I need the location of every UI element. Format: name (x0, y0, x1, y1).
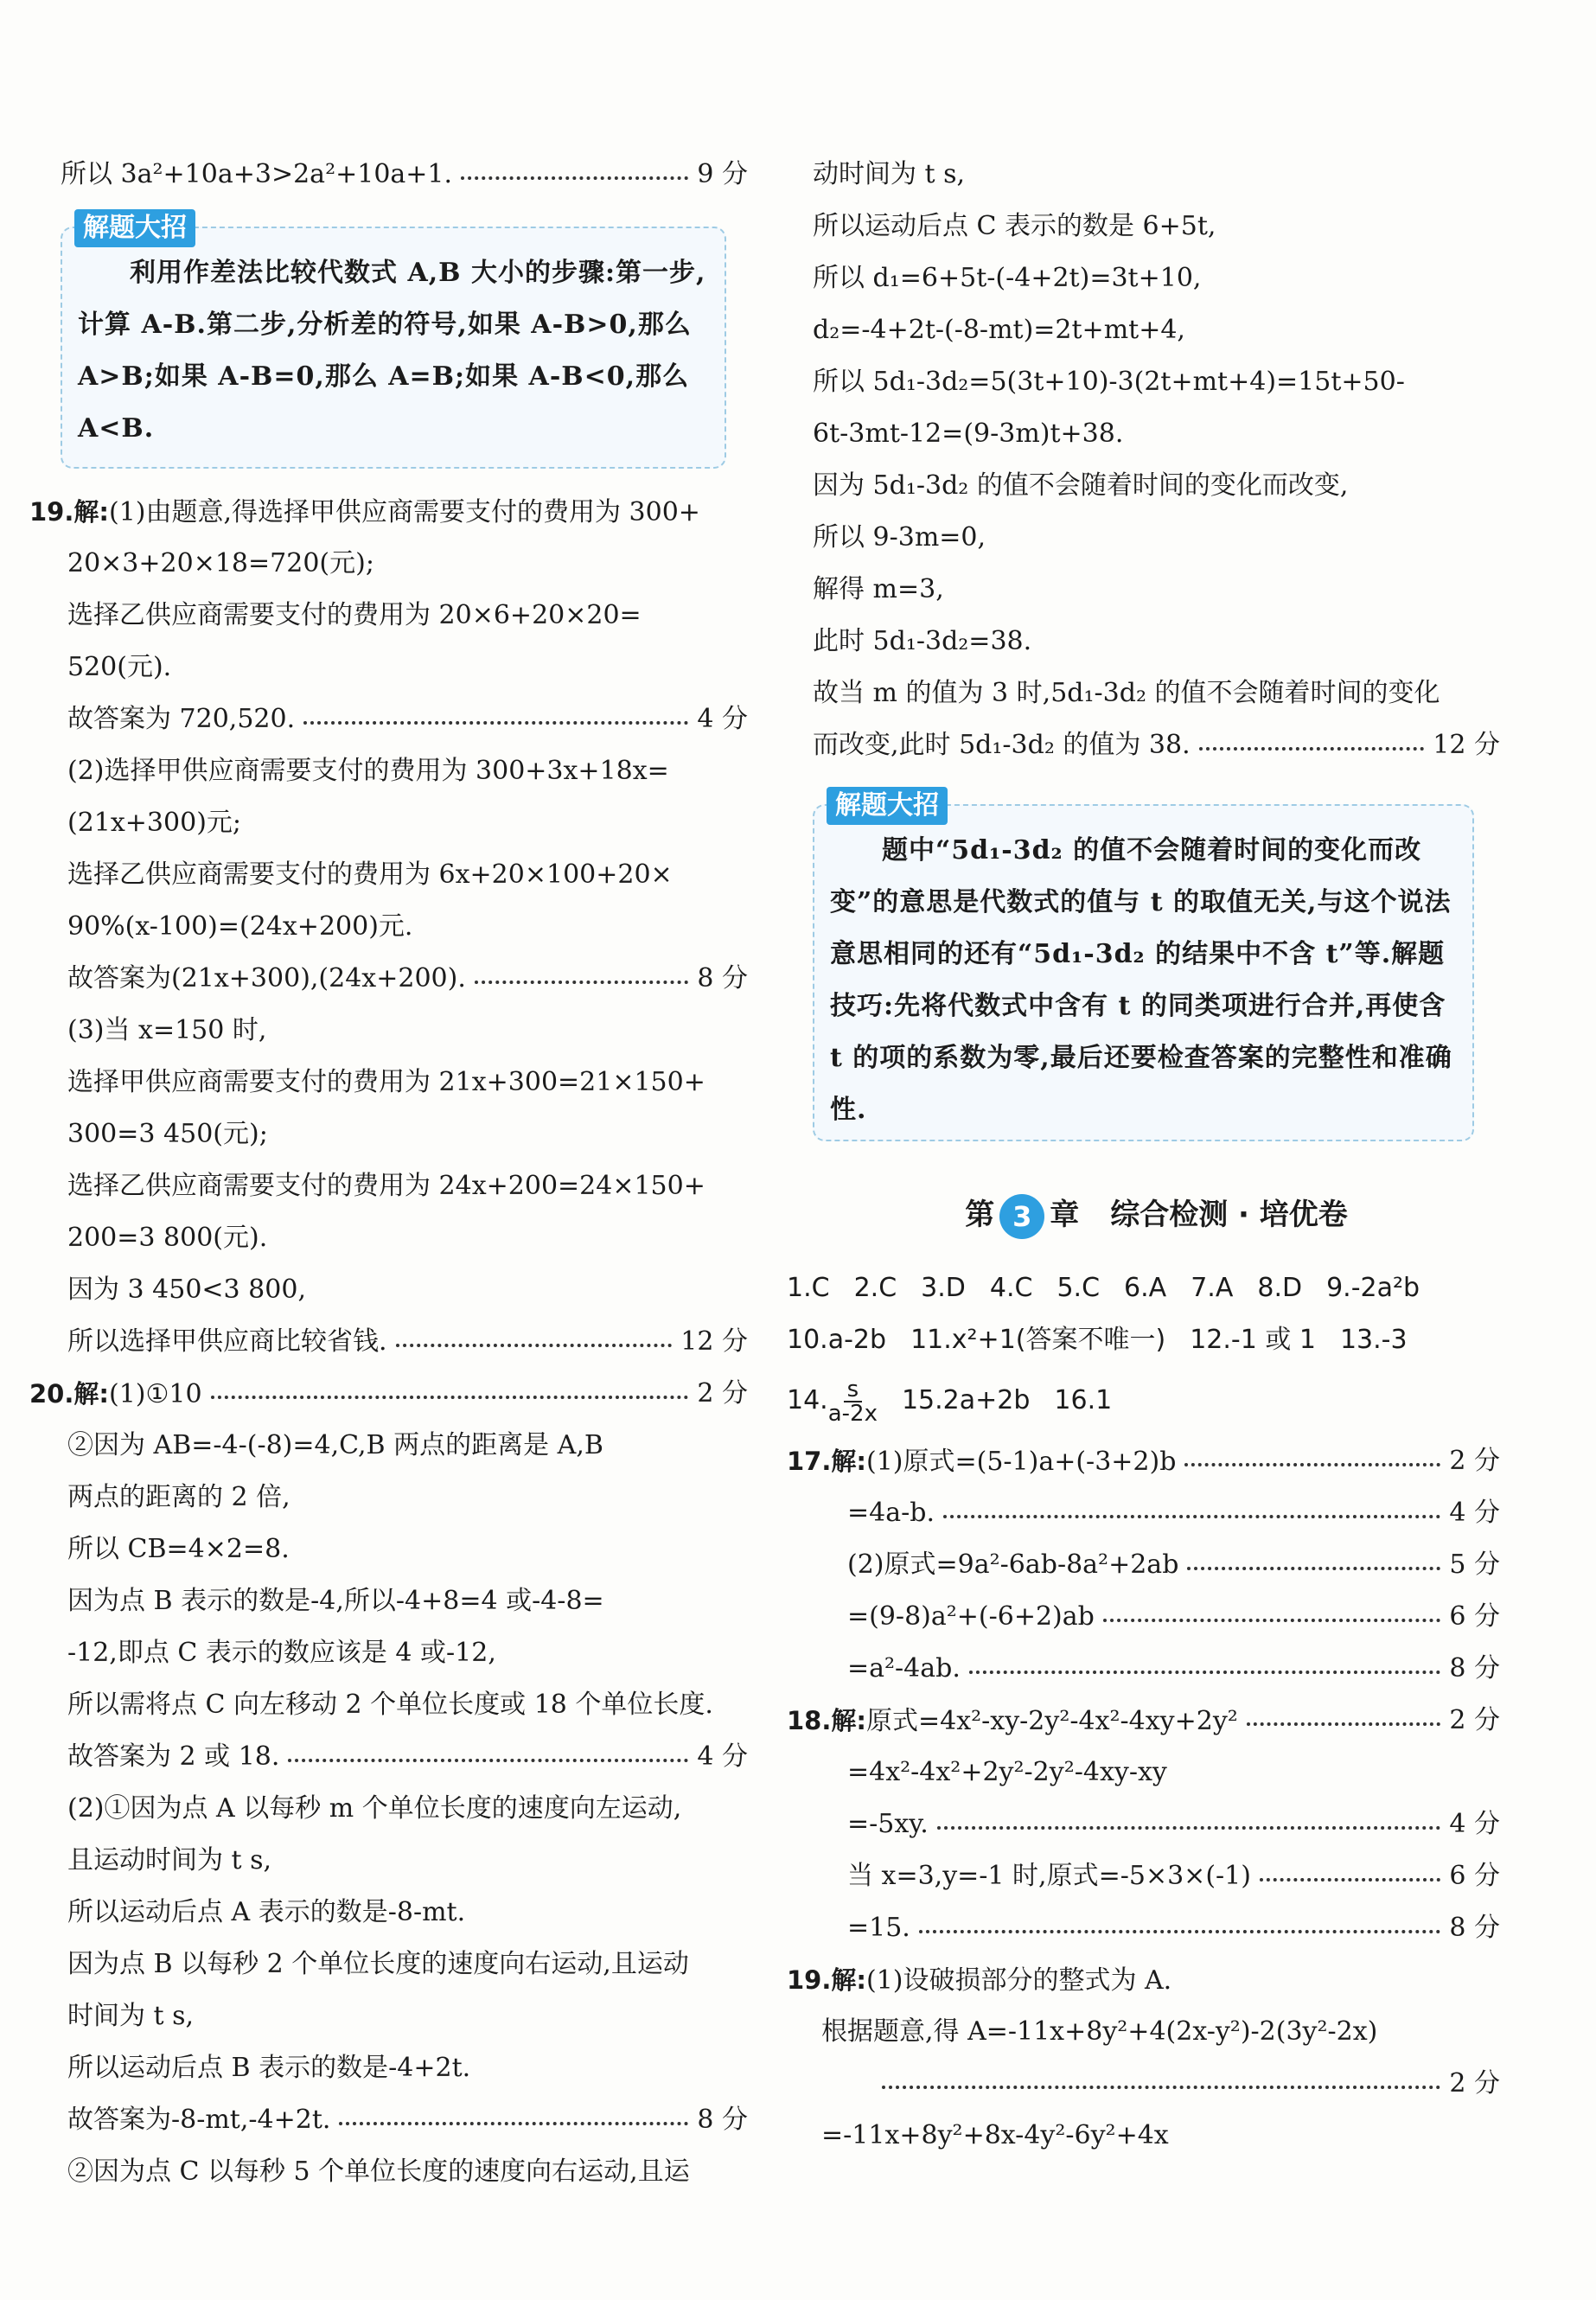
tip-text: 题中“5d₁-3d₂ 的值不会随着时间的变化而改变”的意思是代数式的值与 t 的取值无关,与这个说法意思相同的还有“5d₁-3d₂ 的结果中不含 t”等.解题技巧:先将代数式中含有 t 的同类项进行合并,再使含 t 的项的系数为零,最后还要检查答案的完整性和准确性. (830, 835, 1452, 1125)
solution-line: 所以 9-3m=0, (813, 522, 986, 553)
question-19b: 19.解:(1)设破损部分的整式为 A. (787, 1965, 1172, 1996)
solution-line: 200=3 800(元). (67, 1223, 268, 1253)
solution-line: 故答案为(21x+300),(24x+200). 8 分 (61, 953, 748, 1005)
solution-line: 动时间为 t s, (813, 159, 966, 189)
solution-line: (21x+300)元; (67, 808, 242, 838)
solution-line: 所以 5d₁-3d₂=5(3t+10)-3(2t+mt+4)=15t+50- (813, 367, 1405, 397)
solution-line: 解得 m=3, (813, 574, 944, 604)
solution-line: 因为 3 450<3 800, (67, 1275, 306, 1305)
solution-line: 选择乙供应商需要支付的费用为 20×6+20×20= (67, 600, 642, 630)
solution-line: 300=3 450(元); (67, 1119, 268, 1149)
tip-label: 解题大招 (74, 209, 195, 247)
solution-line: =15. 8 分 (813, 1902, 1500, 1954)
score: 5 分 (1449, 1549, 1500, 1580)
solution-line: (2)原式=9a²-6ab-8a²+2ab 5 分 (813, 1539, 1500, 1591)
solution-line: 选择乙供应商需要支付的费用为 24x+200=24×150+ (67, 1171, 705, 1201)
solution-line: ②因为点 C 以每秒 5 个单位长度的速度向右运动,且运 (67, 2156, 690, 2187)
solution-line: 因为点 B 以每秒 2 个单位长度的速度向右运动,且运动 (67, 1949, 689, 1979)
solution-line: -12,即点 C 表示的数应该是 4 或-12, (67, 1638, 496, 1668)
score: 4 分 (1449, 1809, 1500, 1839)
answers-row (787, 1262, 1500, 1314)
score: 2 分 (1449, 1705, 1500, 1735)
solution-line: 520(元). (67, 652, 172, 682)
answer-item: 2.C (853, 1273, 897, 1303)
solution-line: 90%(x-100)=(24x+200)元. (67, 911, 413, 942)
answer-item: 16.1 (1054, 1385, 1113, 1415)
solution-line: 所以 CB=4×2=8. (67, 1534, 290, 1564)
score: 4 分 (697, 704, 748, 734)
answers-row (787, 1314, 1500, 1366)
chapter-number-badge: 3 (999, 1194, 1044, 1239)
score: 12 分 (680, 1326, 748, 1357)
solution-line (813, 2058, 1500, 2110)
solution-line: 当 x=3,y=-1 时,原式=-5×3×(-1) 6 分 (813, 1850, 1500, 1902)
solution-line: 两点的距离的 2 倍, (67, 1482, 290, 1512)
score: 8 分 (697, 963, 748, 993)
answer-item: 7.A (1191, 1273, 1234, 1303)
solution-line: (2)选择甲供应商需要支付的费用为 300+3x+18x= (67, 756, 669, 786)
solution-line: 20×3+20×18=720(元); (67, 548, 374, 578)
score: 9 分 (697, 159, 748, 189)
solution-line: 故答案为 2 或 18. 4 分 (61, 1731, 748, 1783)
solution-line: 6t-3mt-12=(9-3m)t+38. (813, 418, 1124, 449)
solution-line: (3)当 x=150 时, (67, 1015, 267, 1045)
answer-item: 12.-1 或 1 (1190, 1325, 1316, 1355)
score: 6 分 (1449, 1861, 1500, 1891)
chapter-title: 综合检测 · 培优卷 (1110, 1198, 1348, 1232)
solution-line: 根据题意,得 A=-11x+8y²+4(2x-y²)-2(3y²-2x) (821, 2016, 1378, 2047)
answer-item: 10.a-2b (787, 1325, 887, 1355)
score: 8 分 (697, 2105, 748, 2135)
solution-line: 选择甲供应商需要支付的费用为 21x+300=21×150+ (67, 1067, 705, 1097)
answer-item: 13.-3 (1339, 1325, 1408, 1355)
score: 12 分 (1433, 730, 1500, 760)
answer-item: 9.-2a²b (1326, 1273, 1420, 1303)
question-19: 19.解:(1)由题意,得选择甲供应商需要支付的费用为 300+ (29, 497, 700, 527)
solution-line: =a²-4ab. 8 分 (813, 1643, 1500, 1695)
solution-line: =4a-b. 4 分 (813, 1487, 1500, 1539)
answer-item: 4.C (989, 1273, 1033, 1303)
answers-row (787, 1366, 1500, 1435)
question-20: 20.解:(1)①10 2 分 (29, 1368, 748, 1420)
answer-item: 5.C (1057, 1273, 1101, 1303)
answer-item: 6.A (1124, 1273, 1167, 1303)
question-17: 17.解:(1)原式=(5-1)a+(-3+2)b 2 分 (787, 1435, 1500, 1487)
tip-label: 解题大招 (827, 787, 948, 825)
solution-line: =4x²-4x²+2y²-2y²-4xy-xy (847, 1757, 1167, 1787)
score: 6 分 (1449, 1601, 1500, 1632)
solution-line: 所以运动后点 C 表示的数是 6+5t, (813, 211, 1216, 241)
solution-line: 所以需将点 C 向左移动 2 个单位长度或 18 个单位长度. (67, 1690, 713, 1720)
answer-item: 8.D (1257, 1273, 1303, 1303)
solution-line: 时间为 t s, (67, 2001, 195, 2031)
solution-line: 所以 3a²+10a+3>2a²+10a+1. 9 分 (61, 149, 748, 201)
solution-line: 所以选择甲供应商比较省钱. 12 分 (61, 1316, 748, 1368)
chapter-heading: 第 3 章 综合检测 · 培优卷 (813, 1167, 1500, 1262)
answer-item: 14. $\frac{s}{a-2x}$ (787, 1376, 878, 1427)
solution-line: 所以 d₁=6+5t-(-4+2t)=3t+10, (813, 263, 1202, 293)
solution-line: =(9-8)a²+(-6+2)ab 6 分 (813, 1591, 1500, 1643)
solution-line: 此时 5d₁-3d₂=38. (813, 626, 1032, 656)
answer-item: 11.x²+1(答案不唯一) (910, 1325, 1166, 1355)
solution-line: 故答案为 720,520. 4 分 (61, 693, 748, 745)
solution-line: 故答案为-8-mt,-4+2t. 8 分 (61, 2094, 748, 2146)
score: 2 分 (1449, 2068, 1500, 2099)
solution-line: ②因为 AB=-4-(-8)=4,C,B 两点的距离是 A,B (67, 1430, 603, 1460)
tip-box (813, 790, 1474, 1141)
fraction: $\frac{s}{a-2x}$ (827, 1376, 878, 1427)
score: 4 分 (697, 1741, 748, 1772)
solution-line: 而改变,此时 5d₁-3d₂ 的值为 38. 12 分 (813, 719, 1500, 771)
solution-line: 且运动时间为 t s, (67, 1845, 272, 1875)
solution-line: =-5xy. 4 分 (813, 1798, 1500, 1850)
right-column (787, 149, 1500, 2162)
answer-item: 1.C (787, 1273, 830, 1303)
answer-item: 3.D (921, 1273, 966, 1303)
answer-item: 15.2a+2b (901, 1385, 1031, 1415)
score: 4 分 (1449, 1498, 1500, 1528)
tip-text: 利用作差法比较代数式 A,B 大小的步骤:第一步,计算 A-B.第二步,分析差的符号,如果 A-B>0,那么 A>B;如果 A-B=0,那么 A=B;如果 A-B<0,那么 A<B. (78, 258, 706, 444)
solution-line: d₂=-4+2t-(-8-mt)=2t+mt+4, (813, 315, 1185, 345)
tip-box (61, 213, 726, 469)
solution-line: 选择乙供应商需要支付的费用为 6x+20×100+20× (67, 859, 673, 890)
score: 2 分 (1449, 1446, 1500, 1476)
score: 8 分 (1449, 1653, 1500, 1683)
solution-line: 所以运动后点 B 表示的数是-4+2t. (67, 2053, 471, 2083)
left-column (29, 149, 748, 2198)
solution-line: 所以运动后点 A 表示的数是-8-mt. (67, 1897, 466, 1927)
solution-line: 因为点 B 表示的数是-4,所以-4+8=4 或-4-8= (67, 1586, 604, 1616)
question-18: 18.解:原式=4x²-xy-2y²-4x²-4xy+2y² 2 分 (787, 1695, 1500, 1747)
solution-line: =-11x+8y²+8x-4y²-6y²+4x (821, 2120, 1169, 2150)
solution-line: 故当 m 的值为 3 时,5d₁-3d₂ 的值不会随着时间的变化 (813, 678, 1440, 708)
score: 8 分 (1449, 1913, 1500, 1943)
solution-line: 因为 5d₁-3d₂ 的值不会随着时间的变化而改变, (813, 470, 1349, 501)
score: 2 分 (697, 1378, 748, 1409)
solution-line: (2)①因为点 A 以每秒 m 个单位长度的速度向左运动, (67, 1793, 682, 1824)
